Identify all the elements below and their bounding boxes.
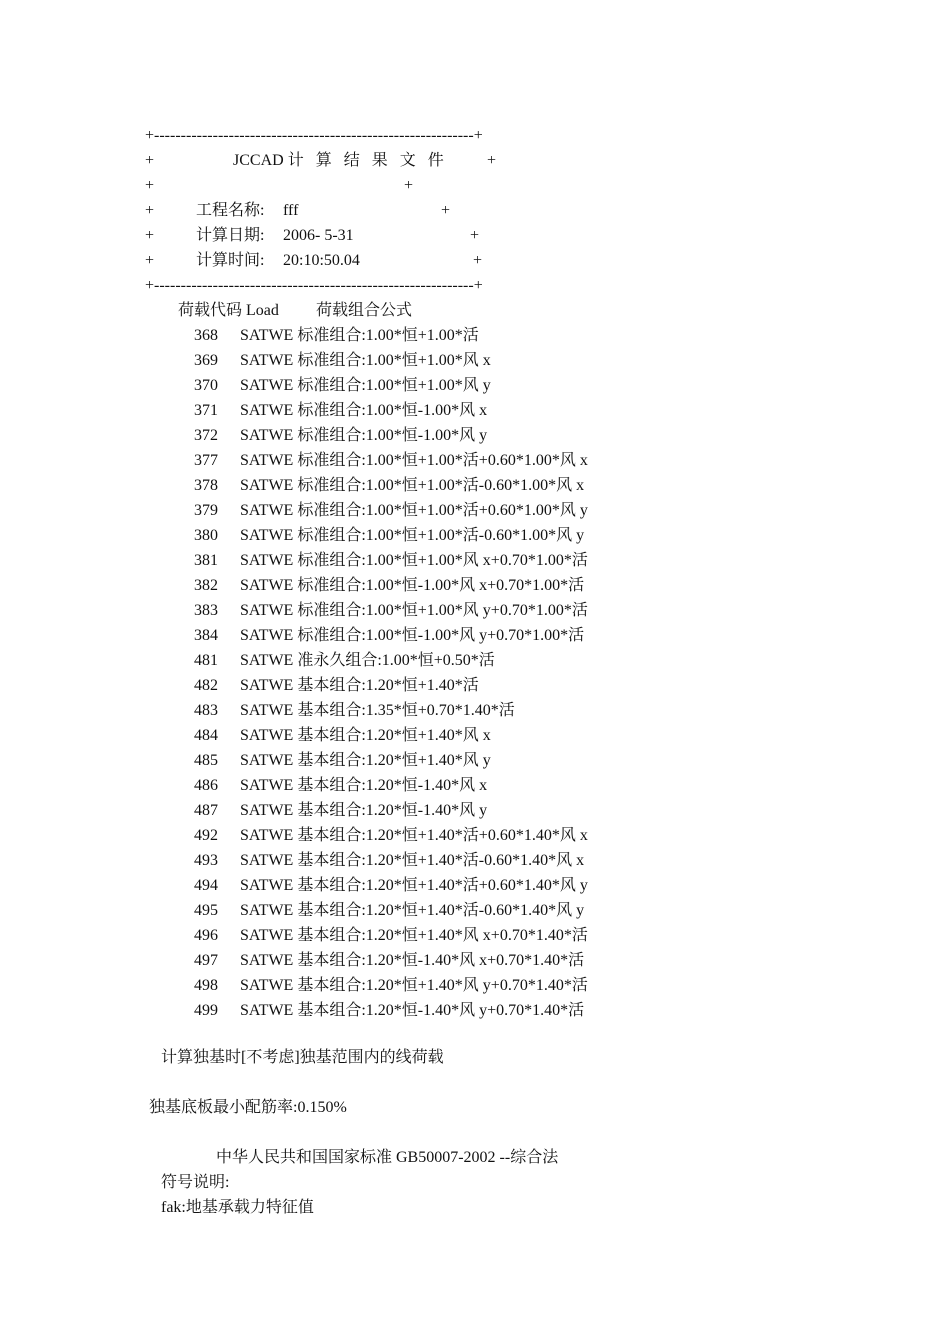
header-plus-right: + [473, 252, 483, 269]
row-code: 383 [194, 602, 218, 619]
time-label: 计算时间: [196, 252, 265, 269]
row-code: 372 [194, 427, 218, 444]
row-code: 369 [194, 352, 218, 369]
row-formula: SATWE 标准组合:1.00*恒+1.00*风 x [240, 352, 491, 369]
row-code: 377 [194, 452, 218, 469]
row-formula: SATWE 标准组合:1.00*恒+1.00*活+0.60*1.00*风 y [240, 502, 588, 519]
row-code: 494 [194, 877, 218, 894]
table-header-formula: 荷载组合公式 [316, 302, 413, 319]
header-plus-right: + [487, 152, 497, 169]
row-code: 371 [194, 402, 218, 419]
row-formula: SATWE 基本组合:1.20*恒-1.40*风 x+0.70*1.40*活 [240, 952, 585, 969]
line-load-note: 计算独基时[不考虑]独基范围内的线荷载 [161, 1049, 444, 1066]
row-formula: SATWE 基本组合:1.20*恒+1.40*活-0.60*1.40*风 x [240, 852, 585, 869]
row-code: 486 [194, 777, 218, 794]
table-header-code: 荷载代码 Load [178, 302, 279, 319]
min-ratio-note: 独基底板最小配筋率:0.150% [149, 1099, 347, 1116]
header-plus-right: + [404, 177, 414, 194]
symbols-label: 符号说明: [161, 1174, 230, 1191]
row-formula: SATWE 标准组合:1.00*恒+1.00*风 y+0.70*1.00*活 [240, 602, 588, 619]
row-formula: SATWE 基本组合:1.20*恒-1.40*风 y [240, 802, 488, 819]
title-prefix: JCCAD [233, 152, 284, 169]
header-plus-left: + [145, 202, 155, 219]
row-formula: SATWE 基本组合:1.20*恒+1.40*活+0.60*1.40*风 x [240, 827, 588, 844]
row-code: 370 [194, 377, 218, 394]
header-border-top: +------------------------------------------------------------+ [145, 127, 483, 144]
header-plus-left: + [145, 152, 155, 169]
row-code: 493 [194, 852, 218, 869]
project-value: fff [283, 202, 299, 219]
header-plus-left: + [145, 227, 155, 244]
row-code: 368 [194, 327, 218, 344]
row-formula: SATWE 标准组合:1.00*恒+1.00*活-0.60*1.00*风 x [240, 477, 585, 494]
row-code: 487 [194, 802, 218, 819]
row-formula: SATWE 基本组合:1.20*恒+1.40*活+0.60*1.40*风 y [240, 877, 588, 894]
row-formula: SATWE 基本组合:1.20*恒-1.40*风 y+0.70*1.40*活 [240, 1002, 585, 1019]
row-code: 381 [194, 552, 218, 569]
row-formula: SATWE 基本组合:1.20*恒-1.40*风 x [240, 777, 488, 794]
row-code: 380 [194, 527, 218, 544]
row-code: 492 [194, 827, 218, 844]
row-code: 384 [194, 627, 218, 644]
row-formula: SATWE 准永久组合:1.00*恒+0.50*活 [240, 652, 495, 669]
row-formula: SATWE 标准组合:1.00*恒+1.00*风 x+0.70*1.00*活 [240, 552, 588, 569]
date-value: 2006- 5-31 [283, 227, 354, 244]
row-code: 483 [194, 702, 218, 719]
project-label: 工程名称: [196, 202, 265, 219]
header-plus-left: + [145, 252, 155, 269]
standard-note: 中华人民共和国国家标准 GB50007-2002 --综合法 [216, 1149, 559, 1166]
row-code: 495 [194, 902, 218, 919]
header-plus-right: + [470, 227, 480, 244]
header-border-bottom: +------------------------------------------------------------+ [145, 277, 483, 294]
row-code: 498 [194, 977, 218, 994]
row-code: 482 [194, 677, 218, 694]
row-formula: SATWE 基本组合:1.35*恒+0.70*1.40*活 [240, 702, 515, 719]
row-code: 484 [194, 727, 218, 744]
row-formula: SATWE 基本组合:1.20*恒+1.40*活 [240, 677, 479, 694]
row-formula: SATWE 基本组合:1.20*恒+1.40*风 x [240, 727, 491, 744]
row-formula: SATWE 基本组合:1.20*恒+1.40*活-0.60*1.40*风 y [240, 902, 585, 919]
header-plus-left: + [145, 177, 155, 194]
row-code: 499 [194, 1002, 218, 1019]
title-suffix: 计 算 结 果 文 件 [287, 152, 448, 169]
row-formula: SATWE 基本组合:1.20*恒+1.40*风 x+0.70*1.40*活 [240, 927, 588, 944]
row-code: 481 [194, 652, 218, 669]
row-formula: SATWE 标准组合:1.00*恒-1.00*风 y [240, 427, 488, 444]
row-code: 497 [194, 952, 218, 969]
fak-note: fak:地基承载力特征值 [161, 1199, 314, 1216]
time-value: 20:10:50.04 [283, 252, 360, 269]
row-code: 378 [194, 477, 218, 494]
row-code: 496 [194, 927, 218, 944]
row-formula: SATWE 基本组合:1.20*恒+1.40*风 y [240, 752, 491, 769]
row-formula: SATWE 基本组合:1.20*恒+1.40*风 y+0.70*1.40*活 [240, 977, 588, 994]
row-formula: SATWE 标准组合:1.00*恒+1.00*风 y [240, 377, 491, 394]
header-plus-right: + [441, 202, 451, 219]
row-formula: SATWE 标准组合:1.00*恒-1.00*风 y+0.70*1.00*活 [240, 627, 585, 644]
date-label: 计算日期: [196, 227, 265, 244]
row-formula: SATWE 标准组合:1.00*恒-1.00*风 x+0.70*1.00*活 [240, 577, 585, 594]
row-code: 485 [194, 752, 218, 769]
row-formula: SATWE 标准组合:1.00*恒-1.00*风 x [240, 402, 488, 419]
row-formula: SATWE 标准组合:1.00*恒+1.00*活 [240, 327, 479, 344]
page-title [233, 151, 448, 171]
row-code: 379 [194, 502, 218, 519]
row-code: 382 [194, 577, 218, 594]
row-formula: SATWE 标准组合:1.00*恒+1.00*活+0.60*1.00*风 x [240, 452, 588, 469]
row-formula: SATWE 标准组合:1.00*恒+1.00*活-0.60*1.00*风 y [240, 527, 585, 544]
